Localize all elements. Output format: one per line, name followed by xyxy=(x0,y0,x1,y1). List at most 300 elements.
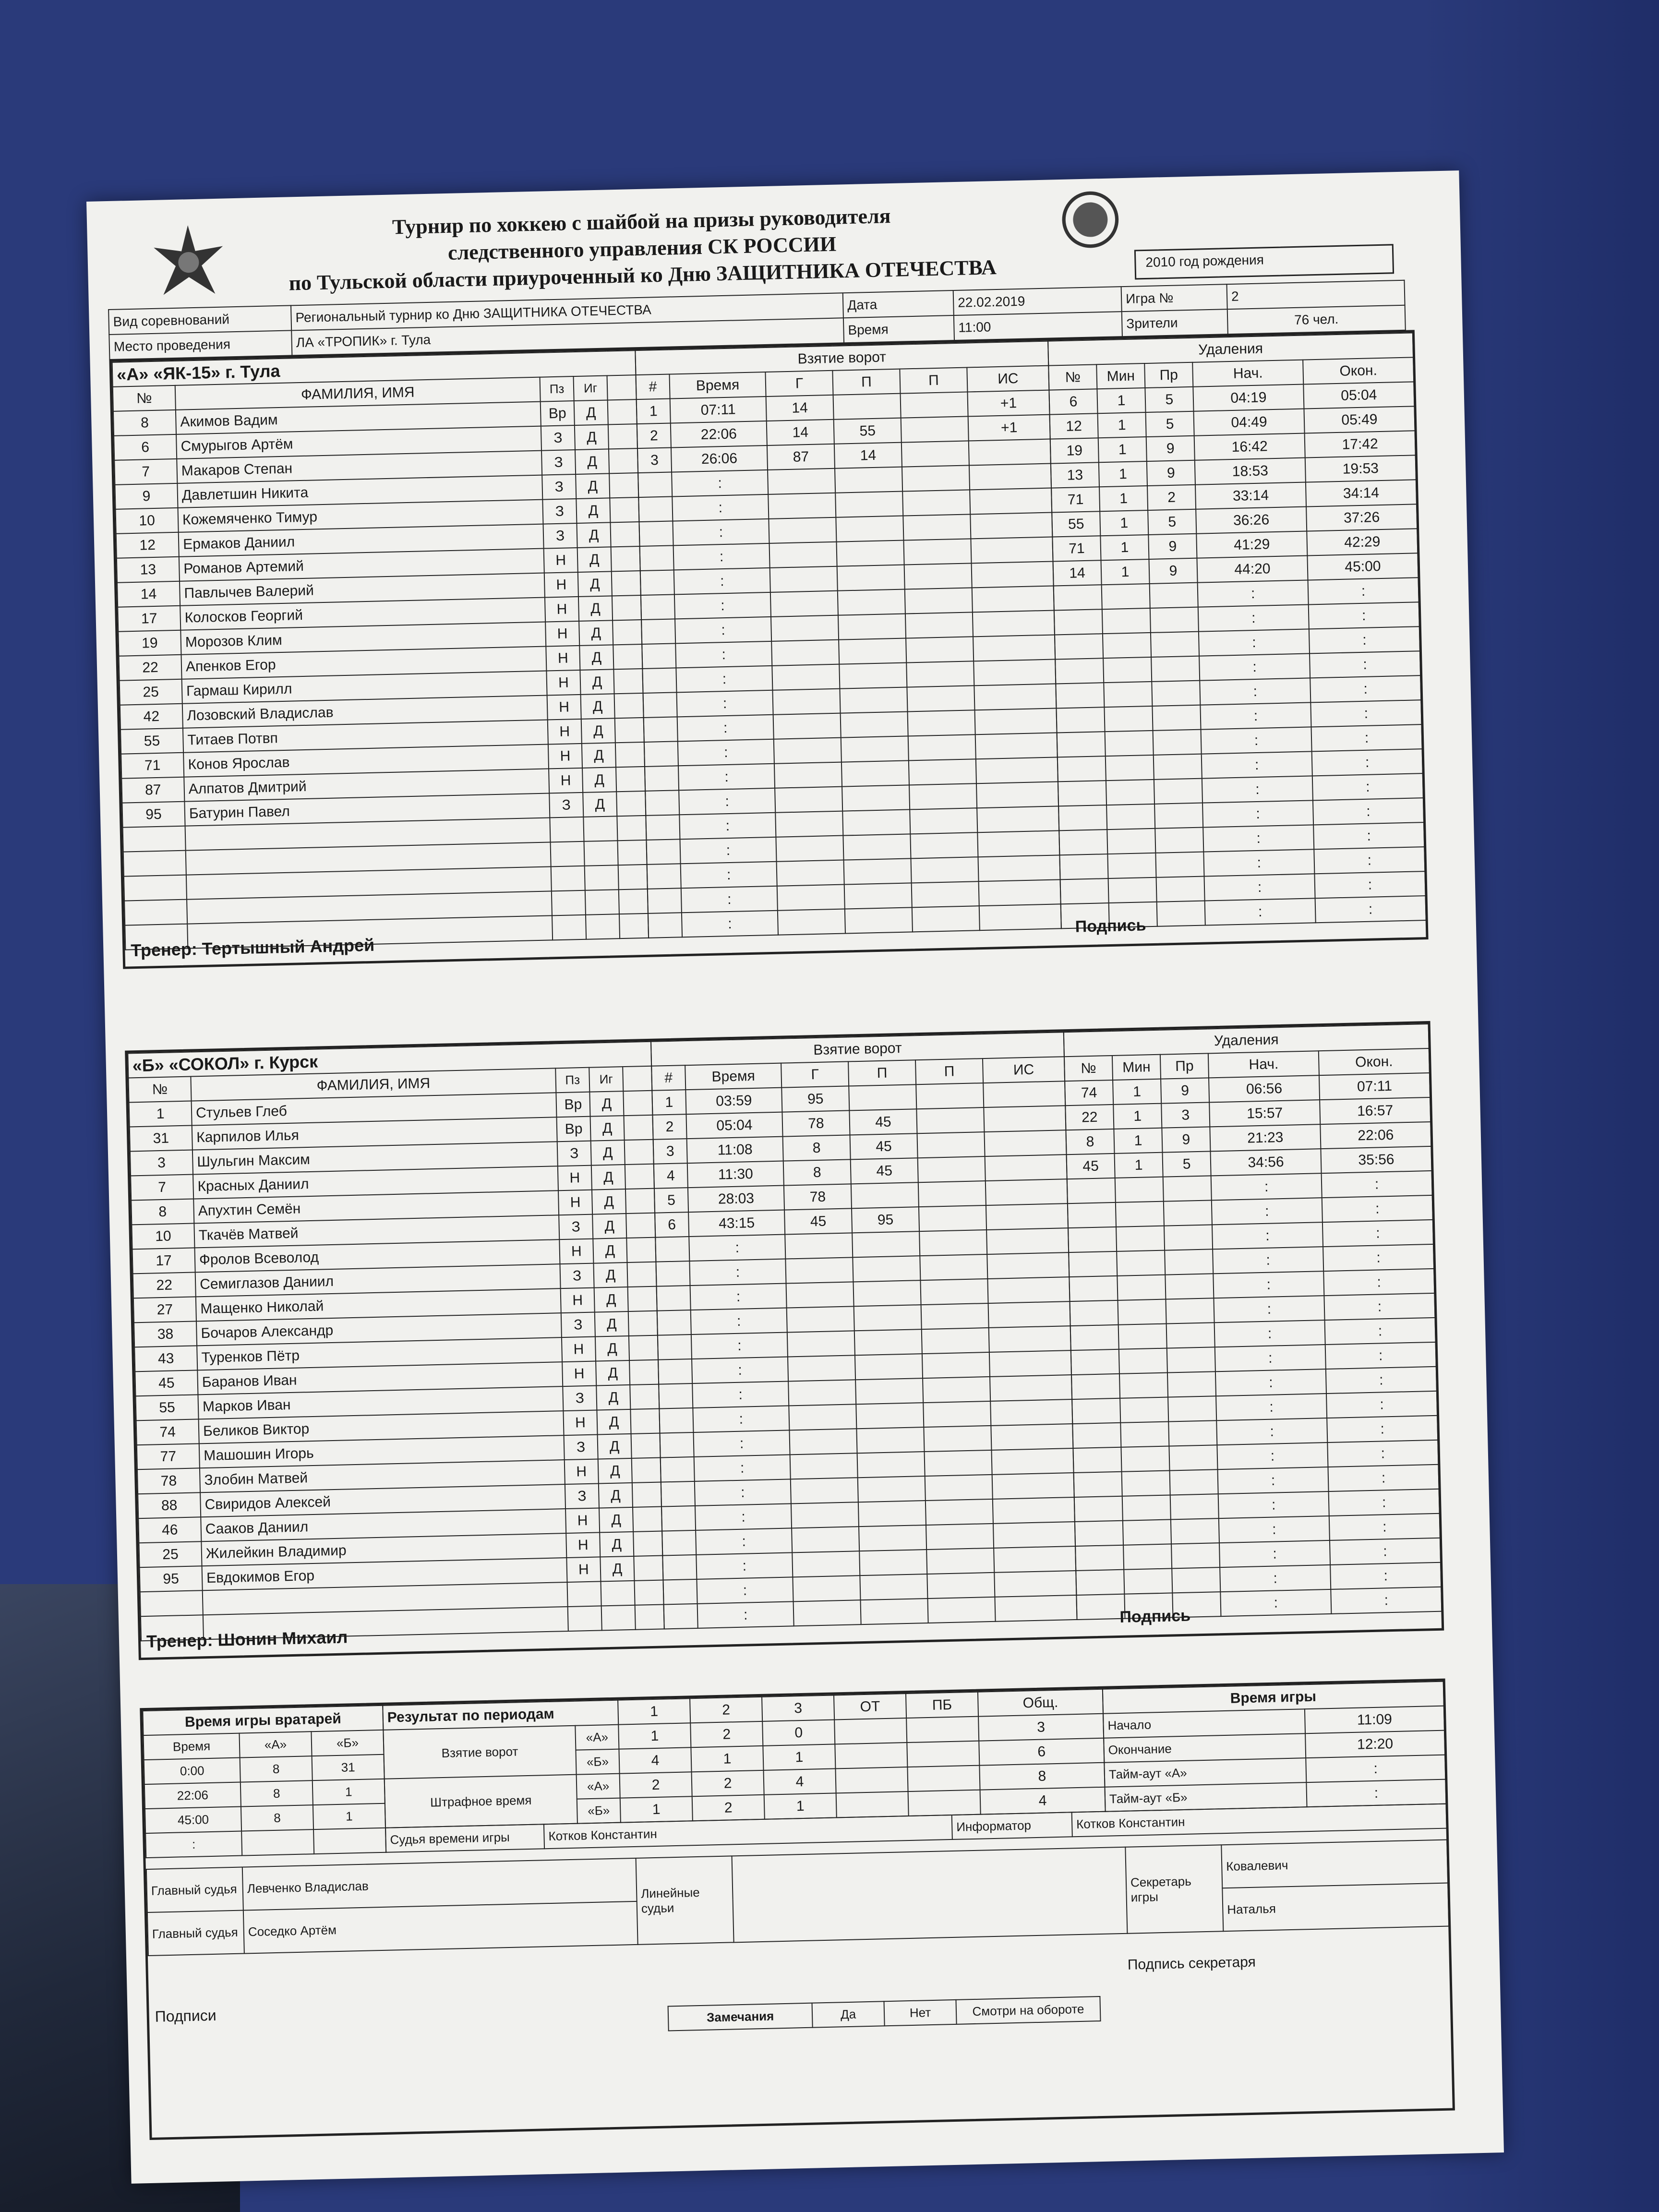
team-b-coach: Тренер: Шонин Михаил xyxy=(146,1627,348,1651)
game-end-label: Окончание xyxy=(1104,1733,1306,1763)
goal-sit xyxy=(972,586,1054,612)
goals-section-title: Взятие ворот xyxy=(635,341,1048,375)
timekeeper-label: Судья времени игры xyxy=(385,1824,544,1852)
player-played xyxy=(601,1581,635,1606)
timeout-a-label: Тайм-аут «А» xyxy=(1104,1758,1306,1787)
goal-g xyxy=(769,542,837,568)
penalty-min xyxy=(1120,1422,1169,1447)
goal-a2 xyxy=(927,1597,995,1623)
goal-a2 xyxy=(903,539,971,565)
goal-a1 xyxy=(861,1599,928,1624)
player-name: Мащенко Николай xyxy=(196,1288,561,1321)
penalty-num xyxy=(1068,1227,1117,1252)
date-label: Дата xyxy=(843,290,954,318)
goal-a2 xyxy=(903,514,971,540)
penalty-min: 1 xyxy=(1099,461,1147,487)
goal-a2 xyxy=(905,588,973,613)
venue-value: ЛА «ТРОПИК» г. Тула xyxy=(291,318,844,355)
goal-g: 87 xyxy=(767,444,835,470)
goal-g xyxy=(788,1380,856,1406)
player-played: Д xyxy=(592,1189,626,1214)
penalty-min xyxy=(1117,1275,1166,1300)
period-goals-label: Взятие ворот xyxy=(383,1726,576,1779)
pim-a-p2: 2 xyxy=(692,1770,764,1796)
penalty-min xyxy=(1106,804,1155,830)
penalty-min xyxy=(1104,706,1153,732)
team-a-section xyxy=(109,330,1428,969)
penalty-start: 34:56 xyxy=(1210,1149,1321,1176)
goal-g xyxy=(777,885,845,911)
goal-g xyxy=(791,1478,858,1503)
title-line-2: следственного управления СК РОССИИ xyxy=(447,232,837,264)
goal-sit xyxy=(990,1399,1072,1426)
goal-time: : xyxy=(677,690,773,717)
goal-g xyxy=(771,640,839,666)
goal-a1 xyxy=(859,1550,927,1575)
goal-sit xyxy=(992,1473,1074,1499)
goal-g xyxy=(777,860,844,886)
player-played xyxy=(585,890,619,915)
player-extra xyxy=(609,473,638,498)
goal-idx xyxy=(638,496,673,522)
goal-idx: 6 xyxy=(655,1212,689,1238)
player-extra xyxy=(613,669,643,694)
goal-a1: 95 xyxy=(852,1207,919,1233)
player-extra xyxy=(609,448,638,473)
penalty-min xyxy=(1123,1544,1172,1569)
period-col-3: 3 xyxy=(762,1695,834,1721)
goal-a1 xyxy=(836,516,903,542)
player-num: 13 xyxy=(117,557,180,583)
timekeeper-value: Котков Константин xyxy=(544,1815,952,1849)
goals-b-p1: 4 xyxy=(619,1747,691,1773)
goal-sit xyxy=(970,513,1052,539)
player-extra xyxy=(627,1262,656,1287)
secretary-label: Секретарь игры xyxy=(1125,1845,1223,1933)
goal-idx: 2 xyxy=(652,1114,686,1140)
penalty-num: 71 xyxy=(1052,536,1101,561)
player-num: 6 xyxy=(114,434,177,460)
penalty-start: : xyxy=(1199,629,1310,656)
penalty-min xyxy=(1116,1202,1164,1227)
penalty-reason xyxy=(1171,1518,1219,1544)
penalty-min xyxy=(1119,1348,1167,1374)
penalty-end: : xyxy=(1322,1195,1433,1222)
goal-time: : xyxy=(691,1308,787,1335)
penalty-start: 44:20 xyxy=(1197,555,1308,582)
penalty-num xyxy=(1074,1496,1123,1522)
penalty-reason xyxy=(1167,1347,1215,1372)
venue-label: Место проведения xyxy=(109,330,292,360)
goal-idx xyxy=(658,1334,692,1360)
birth-year-label: 2010 год рождения xyxy=(1134,244,1394,279)
player-num xyxy=(123,851,186,877)
goal-a2 xyxy=(922,1352,990,1378)
player-num: 22 xyxy=(119,655,181,681)
pim-a-p3: 4 xyxy=(764,1768,836,1794)
player-extra xyxy=(608,424,637,449)
goal-g xyxy=(770,566,838,592)
goalie-a: 8 xyxy=(240,1780,313,1806)
goal-idx xyxy=(655,1237,689,1262)
player-name: Конов Ярослав xyxy=(183,744,549,777)
penalty-end: : xyxy=(1324,1293,1435,1320)
player-num: 87 xyxy=(121,777,184,803)
goal-time: : xyxy=(675,617,771,644)
game-summary-section xyxy=(140,1679,1455,2140)
goal-sit xyxy=(977,830,1059,857)
penalty-min: 1 xyxy=(1098,412,1146,438)
game-time-table xyxy=(1102,1681,1447,1812)
penalty-min: 1 xyxy=(1098,437,1147,462)
penalty-num xyxy=(1056,683,1104,708)
player-name: Машошин Игорь xyxy=(199,1435,565,1468)
goal-time: 11:30 xyxy=(687,1161,784,1188)
player-extra xyxy=(615,742,645,767)
goal-g xyxy=(772,664,840,690)
player-played xyxy=(601,1605,636,1631)
col-position: Пз xyxy=(540,376,574,402)
goal-idx xyxy=(656,1261,690,1286)
goal-sit xyxy=(975,708,1057,734)
spectators-label: Зрители xyxy=(1122,309,1228,337)
goal-a1 xyxy=(854,1329,922,1355)
goals-a-p1: 1 xyxy=(618,1723,691,1749)
penalty-num xyxy=(1072,1398,1120,1424)
goals-a-p3: 0 xyxy=(762,1719,835,1745)
goal-g xyxy=(792,1527,859,1552)
penalty-end: 19:53 xyxy=(1305,455,1416,482)
penalty-min xyxy=(1104,682,1152,707)
goal-idx: 2 xyxy=(637,423,671,449)
goal-sit xyxy=(994,1571,1076,1597)
goal-a2 xyxy=(901,416,969,442)
penalty-num xyxy=(1056,707,1105,733)
goal-a2 xyxy=(917,1132,985,1158)
player-played: Д xyxy=(575,424,609,450)
penalty-start: : xyxy=(1203,849,1314,876)
goal-g xyxy=(789,1404,856,1430)
player-played xyxy=(584,841,618,866)
player-name: Ермаков Даниил xyxy=(179,524,544,557)
player-extra xyxy=(624,1115,653,1140)
goal-a2 xyxy=(906,637,974,662)
penalty-end: : xyxy=(1312,773,1423,800)
goal-a1 xyxy=(860,1574,927,1600)
player-name: Бочаров Александр xyxy=(196,1313,562,1346)
player-name: Кожемяченко Тимур xyxy=(178,500,543,532)
penalty-start: : xyxy=(1214,1296,1324,1322)
penalty-num xyxy=(1058,756,1106,781)
penalty-start: 36:26 xyxy=(1196,507,1307,534)
penalty-end: : xyxy=(1327,1440,1438,1467)
period-col-total: Общ. xyxy=(978,1689,1103,1717)
penalty-reason xyxy=(1152,681,1200,706)
penalty-num xyxy=(1057,732,1106,757)
penalty-reason xyxy=(1169,1445,1217,1470)
penalty-start: : xyxy=(1216,1418,1327,1445)
goal-time: : xyxy=(672,494,769,521)
team-a-signature-label: Подпись xyxy=(1075,916,1146,936)
penalty-num xyxy=(1071,1374,1120,1399)
penalty-start: 04:19 xyxy=(1193,385,1304,411)
goal-g xyxy=(774,738,842,764)
penalty-end: : xyxy=(1328,1465,1439,1491)
penalty-num xyxy=(1058,781,1106,806)
goals-a-total: 3 xyxy=(978,1714,1104,1741)
team-a-title: «А» «ЯК-15» г. Тула xyxy=(112,350,636,387)
pim-b-p3: 1 xyxy=(764,1793,837,1819)
goalie-time: : xyxy=(145,1831,242,1858)
goal-sit xyxy=(973,635,1055,661)
goal-a1 xyxy=(858,1476,926,1502)
penalty-min xyxy=(1118,1299,1166,1325)
goal-idx: 5 xyxy=(654,1188,688,1213)
goal-a2 xyxy=(926,1524,994,1550)
goal-a1 xyxy=(859,1525,926,1551)
player-pos: З xyxy=(543,523,577,549)
goal-idx: 3 xyxy=(637,448,672,473)
goal-g xyxy=(792,1551,860,1577)
penalty-num xyxy=(1075,1545,1124,1571)
player-extra xyxy=(633,1531,662,1556)
goal-a1 xyxy=(857,1452,925,1478)
goal-time: : xyxy=(675,641,772,668)
goal-a2 xyxy=(923,1377,990,1403)
team-b-penalties-table xyxy=(1063,1023,1443,1620)
penalty-reason xyxy=(1165,1274,1214,1299)
goal-time: : xyxy=(681,862,777,889)
goal-idx xyxy=(640,570,674,595)
goal-sit xyxy=(995,1595,1077,1622)
referees-table xyxy=(146,1839,1449,1956)
player-extra xyxy=(613,644,642,669)
goalie-row xyxy=(145,1828,386,1858)
col-goal-scorer: Г xyxy=(765,371,833,397)
goal-a2 xyxy=(905,612,973,638)
team-a-roster-table xyxy=(112,350,649,950)
player-played: Д xyxy=(583,792,617,817)
goal-sit: +1 xyxy=(967,390,1049,417)
penalty-end: : xyxy=(1326,1391,1437,1418)
penalty-reason xyxy=(1154,779,1202,804)
goal-a1 xyxy=(841,736,909,762)
team-a-penalties-table xyxy=(1047,332,1427,929)
goal-g: 14 xyxy=(766,395,834,421)
time-value: 11:00 xyxy=(954,312,1122,340)
player-pos: З xyxy=(565,1483,599,1509)
penalty-reason xyxy=(1167,1371,1216,1397)
goalie-col-a: «А» xyxy=(239,1731,312,1757)
goal-sit xyxy=(977,806,1059,832)
penalty-min: 1 xyxy=(1100,510,1148,536)
linesmen-label: Линейные судьи xyxy=(636,1856,734,1944)
player-pos: Н xyxy=(549,768,583,793)
goal-sit xyxy=(979,904,1061,930)
goal-a1: 45 xyxy=(850,1133,918,1159)
penalty-min xyxy=(1102,608,1151,634)
player-pos: Вр xyxy=(557,1117,591,1142)
player-name: Батурин Павел xyxy=(184,793,550,826)
player-pos: З xyxy=(542,499,577,524)
penalty-min: 1 xyxy=(1113,1104,1162,1129)
penalty-start: : xyxy=(1216,1394,1327,1420)
penalty-min: 1 xyxy=(1100,535,1149,560)
goal-a2 xyxy=(924,1426,991,1452)
player-extra xyxy=(632,1458,661,1483)
goal-time: : xyxy=(696,1528,792,1555)
player-num: 19 xyxy=(118,630,181,656)
goal-idx xyxy=(661,1457,695,1482)
goal-a2 xyxy=(922,1328,989,1354)
penalty-end: : xyxy=(1314,847,1425,874)
penalty-min xyxy=(1119,1373,1168,1398)
secretary-value-name: Наталья xyxy=(1222,1883,1449,1932)
player-played: Д xyxy=(597,1409,631,1435)
player-played: Д xyxy=(600,1556,634,1582)
penalty-reason: 5 xyxy=(1145,387,1193,412)
penalty-end: : xyxy=(1330,1563,1441,1589)
goal-time: 05:04 xyxy=(686,1112,782,1139)
col-goal-situation: ИС xyxy=(983,1057,1065,1083)
goal-time: : xyxy=(679,813,776,840)
player-played: Д xyxy=(590,1116,625,1141)
goal-a1 xyxy=(835,492,903,517)
player-extra xyxy=(618,865,648,890)
competition-label: Вид соревнований xyxy=(108,305,291,335)
penalties-section-title: Удаления xyxy=(1064,1024,1429,1057)
penalty-reason: 9 xyxy=(1147,460,1195,486)
penalty-start: 16:42 xyxy=(1194,433,1305,460)
penalty-start: : xyxy=(1214,1320,1325,1347)
goal-g: 78 xyxy=(782,1110,850,1136)
remarks-see-back: Смотри на обороте xyxy=(956,1996,1100,2024)
player-num: 78 xyxy=(137,1468,200,1494)
goal-g xyxy=(785,1233,853,1259)
goal-idx xyxy=(662,1555,697,1580)
player-played: Д xyxy=(593,1262,627,1288)
goalie-time: 22:06 xyxy=(144,1782,241,1809)
col-goal-index: # xyxy=(651,1065,685,1091)
goal-a1 xyxy=(851,1182,919,1208)
goal-idx xyxy=(658,1359,692,1384)
penalty-num: 13 xyxy=(1051,462,1099,488)
goal-time: : xyxy=(673,543,770,570)
goal-time: 26:06 xyxy=(671,445,768,472)
goal-sit xyxy=(989,1350,1071,1377)
penalty-reason xyxy=(1156,877,1205,902)
penalty-start: : xyxy=(1218,1491,1329,1518)
goal-sit xyxy=(991,1424,1073,1450)
goal-time: : xyxy=(678,764,775,791)
player-num: 17 xyxy=(132,1248,195,1274)
penalty-reason xyxy=(1152,705,1201,731)
player-num: 9 xyxy=(115,483,178,509)
player-pos: Н xyxy=(558,1190,592,1215)
player-num: 88 xyxy=(138,1492,201,1518)
col-goal-index: # xyxy=(636,374,670,400)
col-number: № xyxy=(128,1077,191,1103)
penalty-reason: 9 xyxy=(1149,558,1197,584)
goal-idx xyxy=(645,766,679,791)
player-name: Фролов Всеволод xyxy=(195,1239,560,1272)
pim-a-p1: 2 xyxy=(620,1772,692,1798)
player-pos: Н xyxy=(563,1410,597,1436)
penalty-min xyxy=(1122,1470,1170,1496)
goal-idx xyxy=(647,864,681,889)
goal-g: 8 xyxy=(783,1135,851,1161)
goal-g xyxy=(775,811,843,837)
goal-a1 xyxy=(856,1403,924,1429)
col-pen-reason: Пр xyxy=(1144,362,1193,388)
penalty-min xyxy=(1105,731,1154,756)
goal-a1 xyxy=(842,760,909,786)
goal-a1 xyxy=(841,711,908,737)
player-played: Д xyxy=(595,1311,629,1337)
goal-sit xyxy=(973,610,1055,637)
signatures-label: Подписи xyxy=(155,2006,217,2025)
player-played: Д xyxy=(577,522,611,548)
player-num: 7 xyxy=(114,459,177,485)
player-name: Марков Иван xyxy=(198,1386,563,1419)
goal-time: : xyxy=(693,1406,789,1432)
goal-sit xyxy=(983,1081,1065,1107)
goal-time: : xyxy=(695,1479,791,1506)
penalty-num xyxy=(1069,1276,1118,1301)
player-pos xyxy=(552,890,586,916)
goal-idx xyxy=(662,1530,696,1556)
goal-idx xyxy=(645,790,679,816)
goal-time: : xyxy=(692,1357,788,1383)
goalie-time: 0:00 xyxy=(144,1758,240,1785)
remarks-label: Замечания xyxy=(668,2003,813,2031)
player-name: Морозов Клим xyxy=(180,622,546,655)
goal-time: : xyxy=(697,1577,793,1604)
goal-a2 xyxy=(916,1083,984,1109)
penalty-reason xyxy=(1157,901,1205,926)
penalty-start: : xyxy=(1202,751,1312,778)
penalty-end: : xyxy=(1311,724,1422,751)
investigative-committee-emblem-icon xyxy=(144,217,233,311)
goals-b-p3: 1 xyxy=(763,1744,835,1770)
col-pen-number: № xyxy=(1064,1056,1113,1081)
penalty-num xyxy=(1067,1178,1116,1203)
secretary-signature-label: Подпись секретаря xyxy=(1127,1954,1256,1973)
player-num: 12 xyxy=(116,532,179,558)
player-extra xyxy=(626,1238,656,1262)
period-col-2: 2 xyxy=(690,1697,762,1723)
team-a-goals-table xyxy=(635,341,1062,938)
penalty-reason xyxy=(1151,656,1200,682)
goal-idx xyxy=(641,619,675,644)
penalty-min: 1 xyxy=(1097,388,1145,413)
penalty-num xyxy=(1072,1423,1121,1448)
col-number: № xyxy=(113,385,176,411)
timeout-a-value: : xyxy=(1306,1755,1445,1783)
goal-a2 xyxy=(926,1499,993,1525)
penalty-min xyxy=(1103,633,1151,658)
player-played: Д xyxy=(599,1507,633,1533)
goal-sit xyxy=(986,1228,1069,1254)
penalty-num xyxy=(1059,854,1108,879)
penalty-end: : xyxy=(1310,700,1421,727)
goal-sit: +1 xyxy=(968,415,1050,441)
goal-g xyxy=(768,493,836,519)
goal-sit xyxy=(988,1301,1070,1328)
player-num: 8 xyxy=(131,1199,194,1225)
period-results-title: Результат по периодам xyxy=(383,1700,618,1730)
player-name: Шульгин Максим xyxy=(192,1142,558,1174)
